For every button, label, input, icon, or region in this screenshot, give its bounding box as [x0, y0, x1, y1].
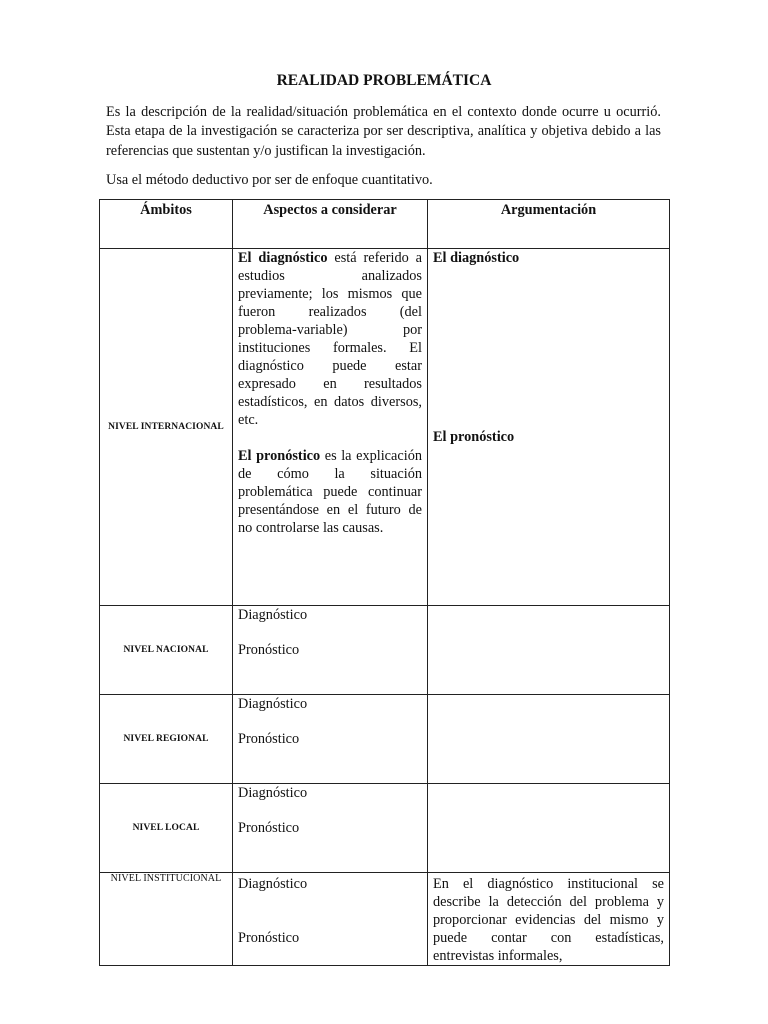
pronostico-label: Pronóstico	[238, 642, 300, 658]
argumentacion-local	[428, 784, 670, 873]
pronostico-term: El pronóstico	[238, 448, 321, 464]
header-argumentacion: Argumentación	[428, 200, 670, 249]
ambito-local: NIVEL LOCAL	[100, 784, 233, 873]
aspectos-internacional	[233, 249, 428, 606]
table-row-regional	[100, 695, 670, 784]
table-row-institucional	[100, 873, 670, 966]
aspectos-regional	[233, 695, 428, 784]
pronostico-label: Pronóstico	[238, 930, 300, 946]
diagnostico-description	[238, 249, 422, 429]
diagnostico-term: El diagnóstico	[238, 250, 328, 266]
ambito-internacional: NIVEL INTERNACIONAL	[100, 249, 233, 606]
argumentacion-internacional	[428, 249, 670, 606]
ambito-nacional: NIVEL NACIONAL	[100, 606, 233, 695]
diagnostico-text: está referido a estudios analizados previamente; los mismos que fueron realizados (del problema-variable) por instituciones formales. El diagnóstico puede estar expresado en resultados estadísticos, en datos diversos, etc.	[238, 250, 422, 428]
aspectos-local	[233, 784, 428, 873]
diagnostico-label: Diagnóstico	[238, 876, 308, 892]
ambito-institucional: NIVEL INSTITUCIONAL	[100, 873, 233, 966]
table-row-nacional	[100, 606, 670, 695]
argumentacion-nacional	[428, 606, 670, 695]
pronostico-description	[238, 447, 422, 537]
header-aspectos: Aspectos a considerar	[233, 200, 428, 249]
aspectos-nacional	[233, 606, 428, 695]
arg-institucional-text: En el diagnóstico institucional se describe la detección del problema y proporcionar evidencias del mismo y puede contar con estadísticas, entrevistas informales,	[433, 876, 664, 964]
pronostico-text: es la explicación de cómo la situación problemática puede continuar presentándose en el futuro de no controlarse las causas.	[238, 448, 422, 536]
table-row-internacional	[100, 249, 670, 606]
pronostico-label: Pronóstico	[238, 820, 300, 836]
argumentacion-institucional	[428, 873, 670, 966]
table-row-local	[100, 784, 670, 873]
arg-pronostico-heading: El pronóstico	[433, 429, 515, 445]
diagnostico-label: Diagnóstico	[238, 785, 308, 801]
ambito-regional: NIVEL REGIONAL	[100, 695, 233, 784]
diagnostico-label: Diagnóstico	[238, 696, 308, 712]
header-ambitos: Ámbitos	[100, 200, 233, 249]
table-header-row	[100, 200, 670, 249]
pronostico-label: Pronóstico	[238, 731, 300, 747]
arg-diagnostico-heading: El diagnóstico	[433, 250, 520, 266]
argumentacion-regional	[428, 695, 670, 784]
problem-reality-table	[99, 199, 670, 966]
intro-paragraph: Es la descripción de la realidad/situación problemática en el contexto donde ocurre u ocurrió. Esta etapa de la investigación se caracteriza por ser descriptiva, analítica y objetiva debido a las referencias que sustentan y/o justifican la investigación.	[106, 104, 661, 159]
method-paragraph: Usa el método deductivo por ser de enfoque cuantitativo.	[106, 172, 433, 188]
aspectos-institucional	[233, 873, 428, 966]
document-title: REALIDAD PROBLEMÁTICA	[276, 72, 492, 89]
diagnostico-label: Diagnóstico	[238, 607, 308, 623]
